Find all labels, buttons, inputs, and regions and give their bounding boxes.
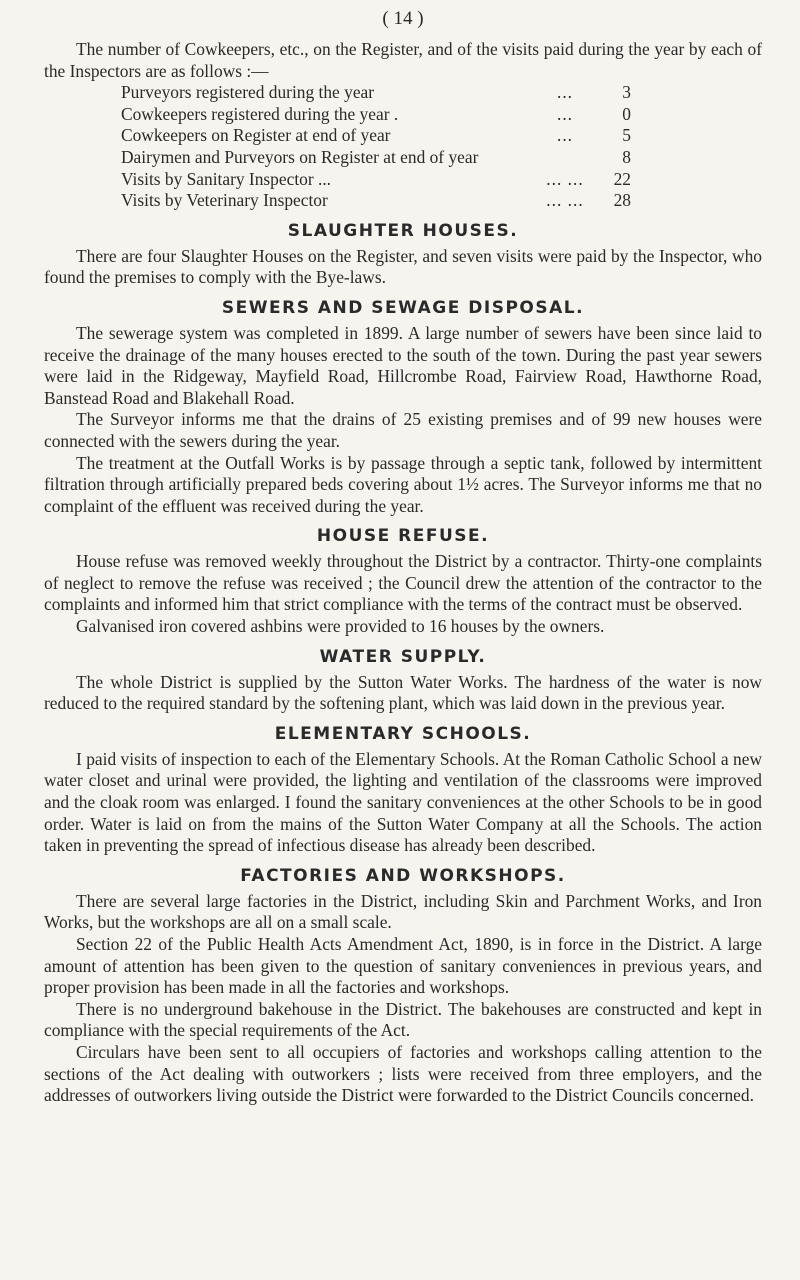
stat-row <box>121 169 631 191</box>
paragraph: The Surveyor informs me that the drains of 25 existing premises and of 99 new houses were connected with the sewers during the year. <box>44 409 762 451</box>
factories-section <box>44 865 762 1107</box>
house-refuse-section <box>44 525 762 637</box>
paragraph: The whole District is supplied by the Sutton Water Works. The hardness of the water is now reduced to the required standard by the softening plant, which was laid down in the previous year. <box>44 671 762 714</box>
section-heading: HOUSE REFUSE. <box>316 526 490 547</box>
stat-value: 28 <box>613 190 631 211</box>
stat-row <box>121 147 631 169</box>
stat-value: 8 <box>622 146 631 167</box>
stat-label: Dairymen and Purveyors on Register at end of year <box>121 146 479 167</box>
stat-label: Cowkeepers registered during the year . <box>121 103 399 124</box>
paragraph: Circulars have been sent to all occupiers of factories and workshops calling attention to the sections of the Act dealing with outworkers ; lists were received from three employers, and the addresses of outworkers living outside the District were forwarded to the District Councils concerned. <box>44 1041 762 1106</box>
stat-label: Visits by Veterinary Inspector <box>121 190 328 211</box>
paragraph: There is no underground bakehouse in the District. The bakehouses are constructed and kept in compliance with the special requirements of the Act. <box>44 998 762 1041</box>
sewers-section <box>44 297 762 517</box>
section-heading: FACTORIES AND WORKSHOPS. <box>240 865 566 886</box>
elementary-schools-section <box>44 723 762 857</box>
paragraph: The sewerage system was completed in 1899. A large number of sewers have been since laid to receive the drainage of the many houses erected to the south of the town. During the past year sewers were laid in the Ridgeway, Mayfield Road, Hillcrombe Road, Fairview Road, Hawthorne Road, Banstead Road and Blakehall Road. <box>44 322 762 408</box>
section-heading: ELEMENTARY SCHOOLS. <box>274 723 532 744</box>
stat-label: Cowkeepers on Register at end of year <box>121 125 391 146</box>
section-heading: SLAUGHTER HOUSES. <box>287 220 519 241</box>
stat-label: Purveyors registered during the year <box>121 82 375 103</box>
stat-value: 22 <box>613 168 631 189</box>
stat-leader: ... <box>556 82 574 103</box>
water-supply-section <box>44 646 762 715</box>
stat-row <box>121 125 631 147</box>
section-heading: WATER SUPPLY. <box>319 646 487 667</box>
paragraph: The treatment at the Outfall Works is by passage through a septic tank, followed by intermittent filtration through artificially prepared beds covering about 1½ acres. The Surveyor informs me that no complaint of the effluent was received during the year. <box>44 452 762 516</box>
paragraph: There are four Slaughter Houses on the Register, and seven visits were paid by the Inspector, who found the premises to comply with the Bye-laws. <box>44 245 762 288</box>
stat-leader <box>529 147 601 169</box>
stat-leader: ... ... <box>546 190 584 211</box>
page-number: ( 14 ) <box>382 8 424 29</box>
stat-leader: ... ... <box>546 168 584 189</box>
stat-value: 5 <box>622 125 631 146</box>
cowkeepers-stats <box>121 82 631 212</box>
paragraph: There are several large factories in the District, including Skin and Parchment Works, and Iron Works, but the workshops are all on a small scale. <box>44 890 762 933</box>
stat-value: 3 <box>622 82 631 103</box>
paragraph: Galvanised iron covered ashbins were provided to 16 houses by the owners. <box>76 616 605 637</box>
stat-row <box>121 190 631 212</box>
stat-leader: ... <box>556 125 574 146</box>
stat-value: 0 <box>622 103 631 124</box>
cowkeepers-intro: The number of Cowkeepers, etc., on the Register, and of the visits paid during the year by each of the Inspectors are as follows :— <box>44 39 762 81</box>
cowkeepers-section <box>44 39 762 212</box>
stat-leader: ... <box>556 103 574 124</box>
paragraph: I paid visits of inspection to each of the Elementary Schools. At the Roman Catholic School a new water closet and urinal were provided, the lighting and ventilation of the classrooms were improved and the cloak room was enlarged. I found the sanitary conveniences at the other Schools to be in good order. Water is laid on from the mains of the Sutton Water Company at all the Schools. The action taken in preventing the spread of infectious disease has already been described. <box>44 748 762 856</box>
section-heading: SEWERS AND SEWAGE DISPOSAL. <box>221 297 585 318</box>
paragraph: Section 22 of the Public Health Acts Amendment Act, 1890, is in force in the District. A large amount of attention has been given to the question of sanitary conveniences in previous years, and proper provision has been made in all the factories and workshops. <box>44 934 762 998</box>
paragraph: House refuse was removed weekly throughout the District by a contractor. Thirty-one complaints of neglect to remove the refuse was received ; the Council drew the attention of the contractor to the complaints and informed him that strict compliance with the terms of the contract must be observed. <box>44 551 762 615</box>
stat-row <box>121 104 631 126</box>
slaughter-houses-section <box>44 220 762 289</box>
stat-row <box>121 82 631 104</box>
stat-label: Visits by Sanitary Inspector ... <box>121 168 332 189</box>
